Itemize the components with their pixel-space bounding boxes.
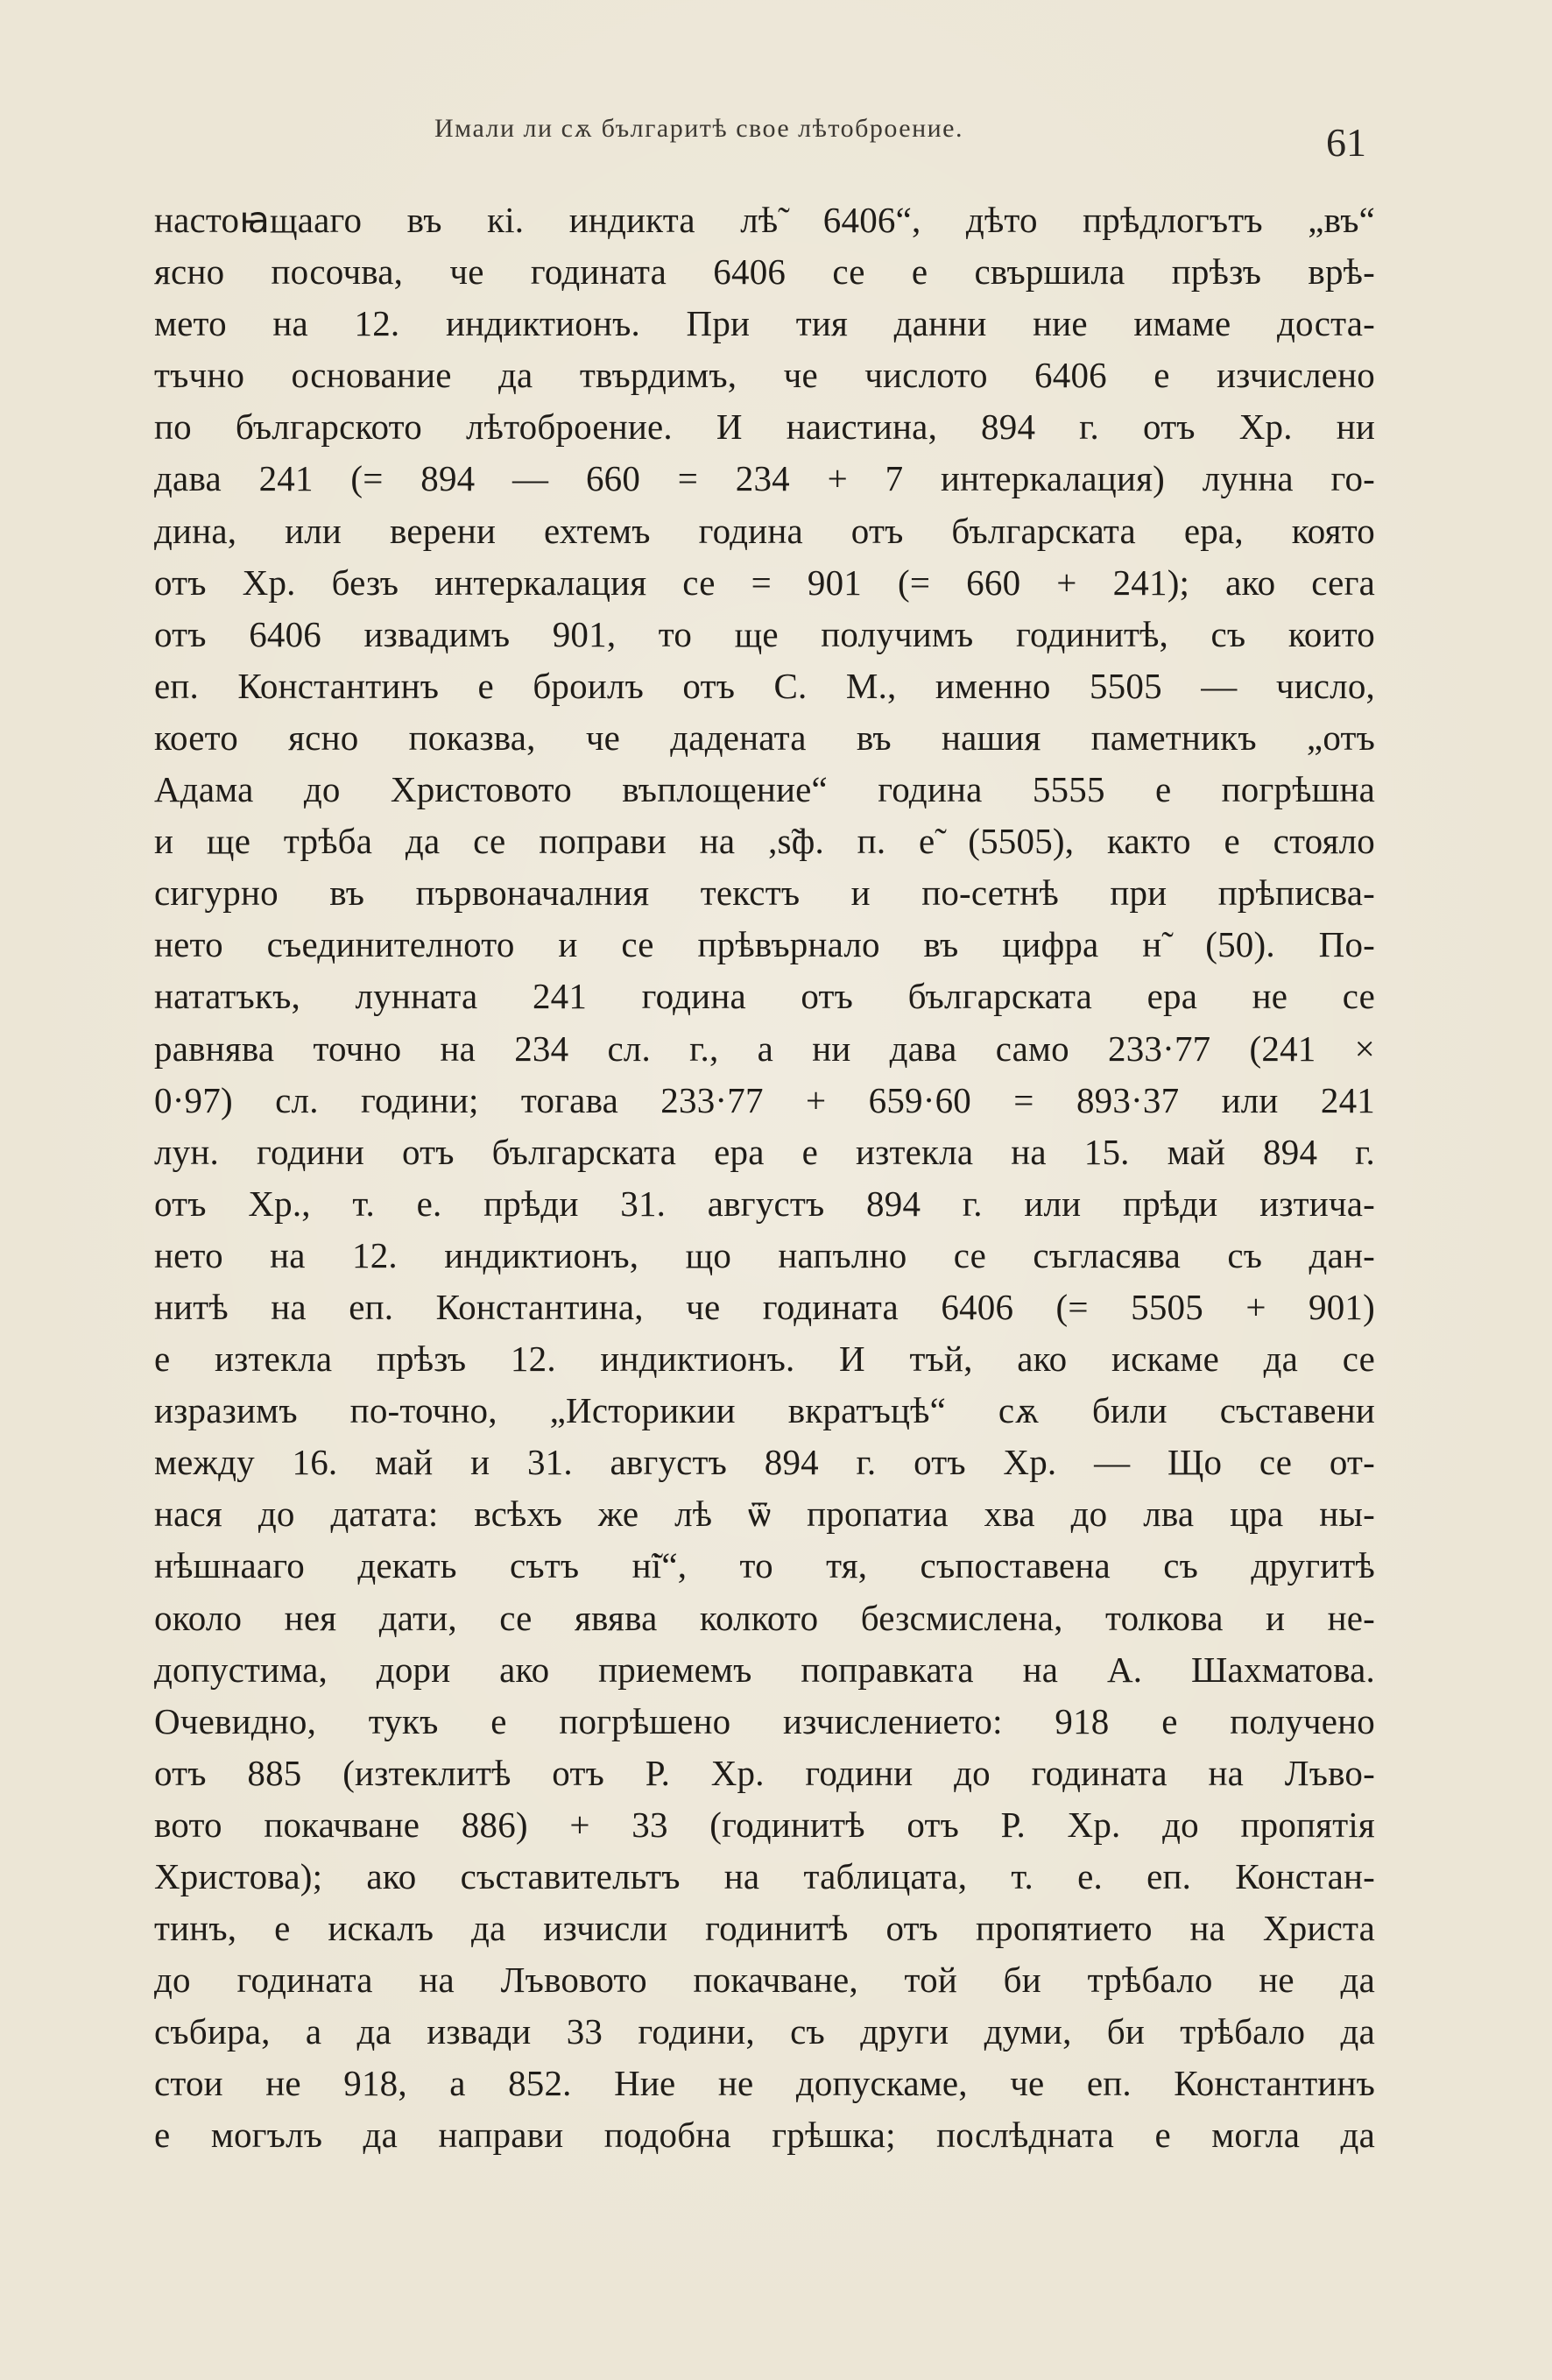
text-line: настоꙗщааго въ кі. индикта лѣ̃ 6406“, дѣто прѣдлогътъ „въ“ [154,200,1375,240]
text-line: е могълъ да направи подобна грѣшка; послѣдната е могла да [154,2115,1375,2156]
text-line: допустима, дори ако приемемъ поправката на А. Шахматова. [154,1649,1375,1690]
text-line: ясно посочва, че годината 6406 се е свършила прѣзъ врѣ- [154,251,1375,293]
text-line: тинъ, е искалъ да изчисли годинитѣ отъ пропятието на Христа [154,1908,1375,1949]
text-line: тъчно основание да твърдимъ, че числото 6406 е изчислено [154,355,1375,396]
text-line: дава 241 (= 894 — 660 = 234 + 7 интеркалация) лунна го- [154,458,1375,499]
text-line: равнява точно на 234 сл. г., а ни дава само 233·77 (241 × [154,1028,1375,1069]
body-text [154,194,1375,2162]
text-line: до годината на Лъвовото покачване, той би трѣбало не да [154,1960,1375,2001]
text-line: между 16. май и 31. августъ 894 г. отъ Хр. — Що се от- [154,1442,1375,1483]
text-line: вото покачване 886) + 33 (годинитѣ отъ Р. Хр. до пропятія [154,1804,1375,1845]
text-line: 0·97) сл. години; тогава 233·77 + 659·60 = 893·37 или 241 [154,1079,1375,1120]
text-line: е изтекла прѣзъ 12. индиктионъ. И тъй, ако искаме да се [154,1338,1375,1380]
text-line: лун. години отъ българската ера е изтекла на 15. май 894 г. [154,1131,1375,1172]
text-line: дина, или верени ехтемъ година отъ българската ера, която [154,510,1375,551]
text-line: което ясно показва, че дадената въ нашия паметникъ „отъ [154,717,1375,758]
text-line: нася до датата: всѣхъ же лѣ ѿ пропатиа хва до лва цра ны- [154,1494,1375,1535]
text-line: нето съединителното и се прѣвърнало въ цифра н̃ (50). По- [154,924,1375,965]
text-line: сигурно въ първоначалния текстъ и по-сетнѣ при прѣписва- [154,872,1375,914]
text-line: отъ Хр. безъ интеркалация се = 901 (= 660 + 241); ако сега [154,561,1375,603]
text-line: отъ Хр., т. е. прѣди 31. августъ 894 г. или прѣди изтича- [154,1183,1375,1224]
text-line: нататъкъ, лунната 241 година отъ българската ера не се [154,976,1375,1017]
text-line: отъ 6406 извадимъ 901, то ще получимъ годинитѣ, съ които [154,613,1375,654]
text-line: отъ 885 (изтеклитѣ отъ Р. Хр. години до годината на Лъво- [154,1752,1375,1793]
text-line: по българското лѣтоброение. И наистина, 894 г. отъ Хр. ни [154,406,1375,448]
text-line: Христова); ако съставительтъ на таблицата, т. е. еп. Констан- [154,1856,1375,1896]
text-line: изразимъ по-точно, „Историкии вкратъцѣ“ сѫ били съставени [154,1390,1375,1431]
text-line: стои не 918, а 852. Ние не допускаме, че еп. Константинъ [154,2063,1375,2104]
text-line: нето на 12. индиктионъ, що напълно се съгласява съ дан- [154,1234,1375,1275]
text-line: Очевидно, тукъ е погрѣшено изчислението: 918 е получено [154,1700,1375,1741]
page-number: 61 [1326,120,1366,165]
text-line: Адама до Христовото въплощение“ година 5555 е погрѣшна [154,769,1375,810]
text-line: еп. Константинъ е броилъ отъ С. М., именно 5505 — число, [154,665,1375,706]
running-head: Имали ли сѫ българитѣ свое лѣтоброение. [434,114,963,143]
text-line: събира, а да извади 33 години, съ други думи, би трѣбало да [154,2011,1375,2052]
text-line: мето на 12. индиктионъ. При тия данни ние имаме доста- [154,303,1375,344]
text-line: около нея дати, се явява колкото безсмислена, толкова и не- [154,1597,1375,1638]
text-line: и ще трѣба да се поправи на ,ѕ̃ф. п. е̃ (5505), както е стояло [154,821,1375,862]
text-line: нѣшнааго декать сътъ н̃і“, то тя, съпоставена съ другитѣ [154,1545,1375,1586]
text-line: нитѣ на еп. Константина, че годината 6406 (= 5505 + 901) [154,1286,1375,1327]
